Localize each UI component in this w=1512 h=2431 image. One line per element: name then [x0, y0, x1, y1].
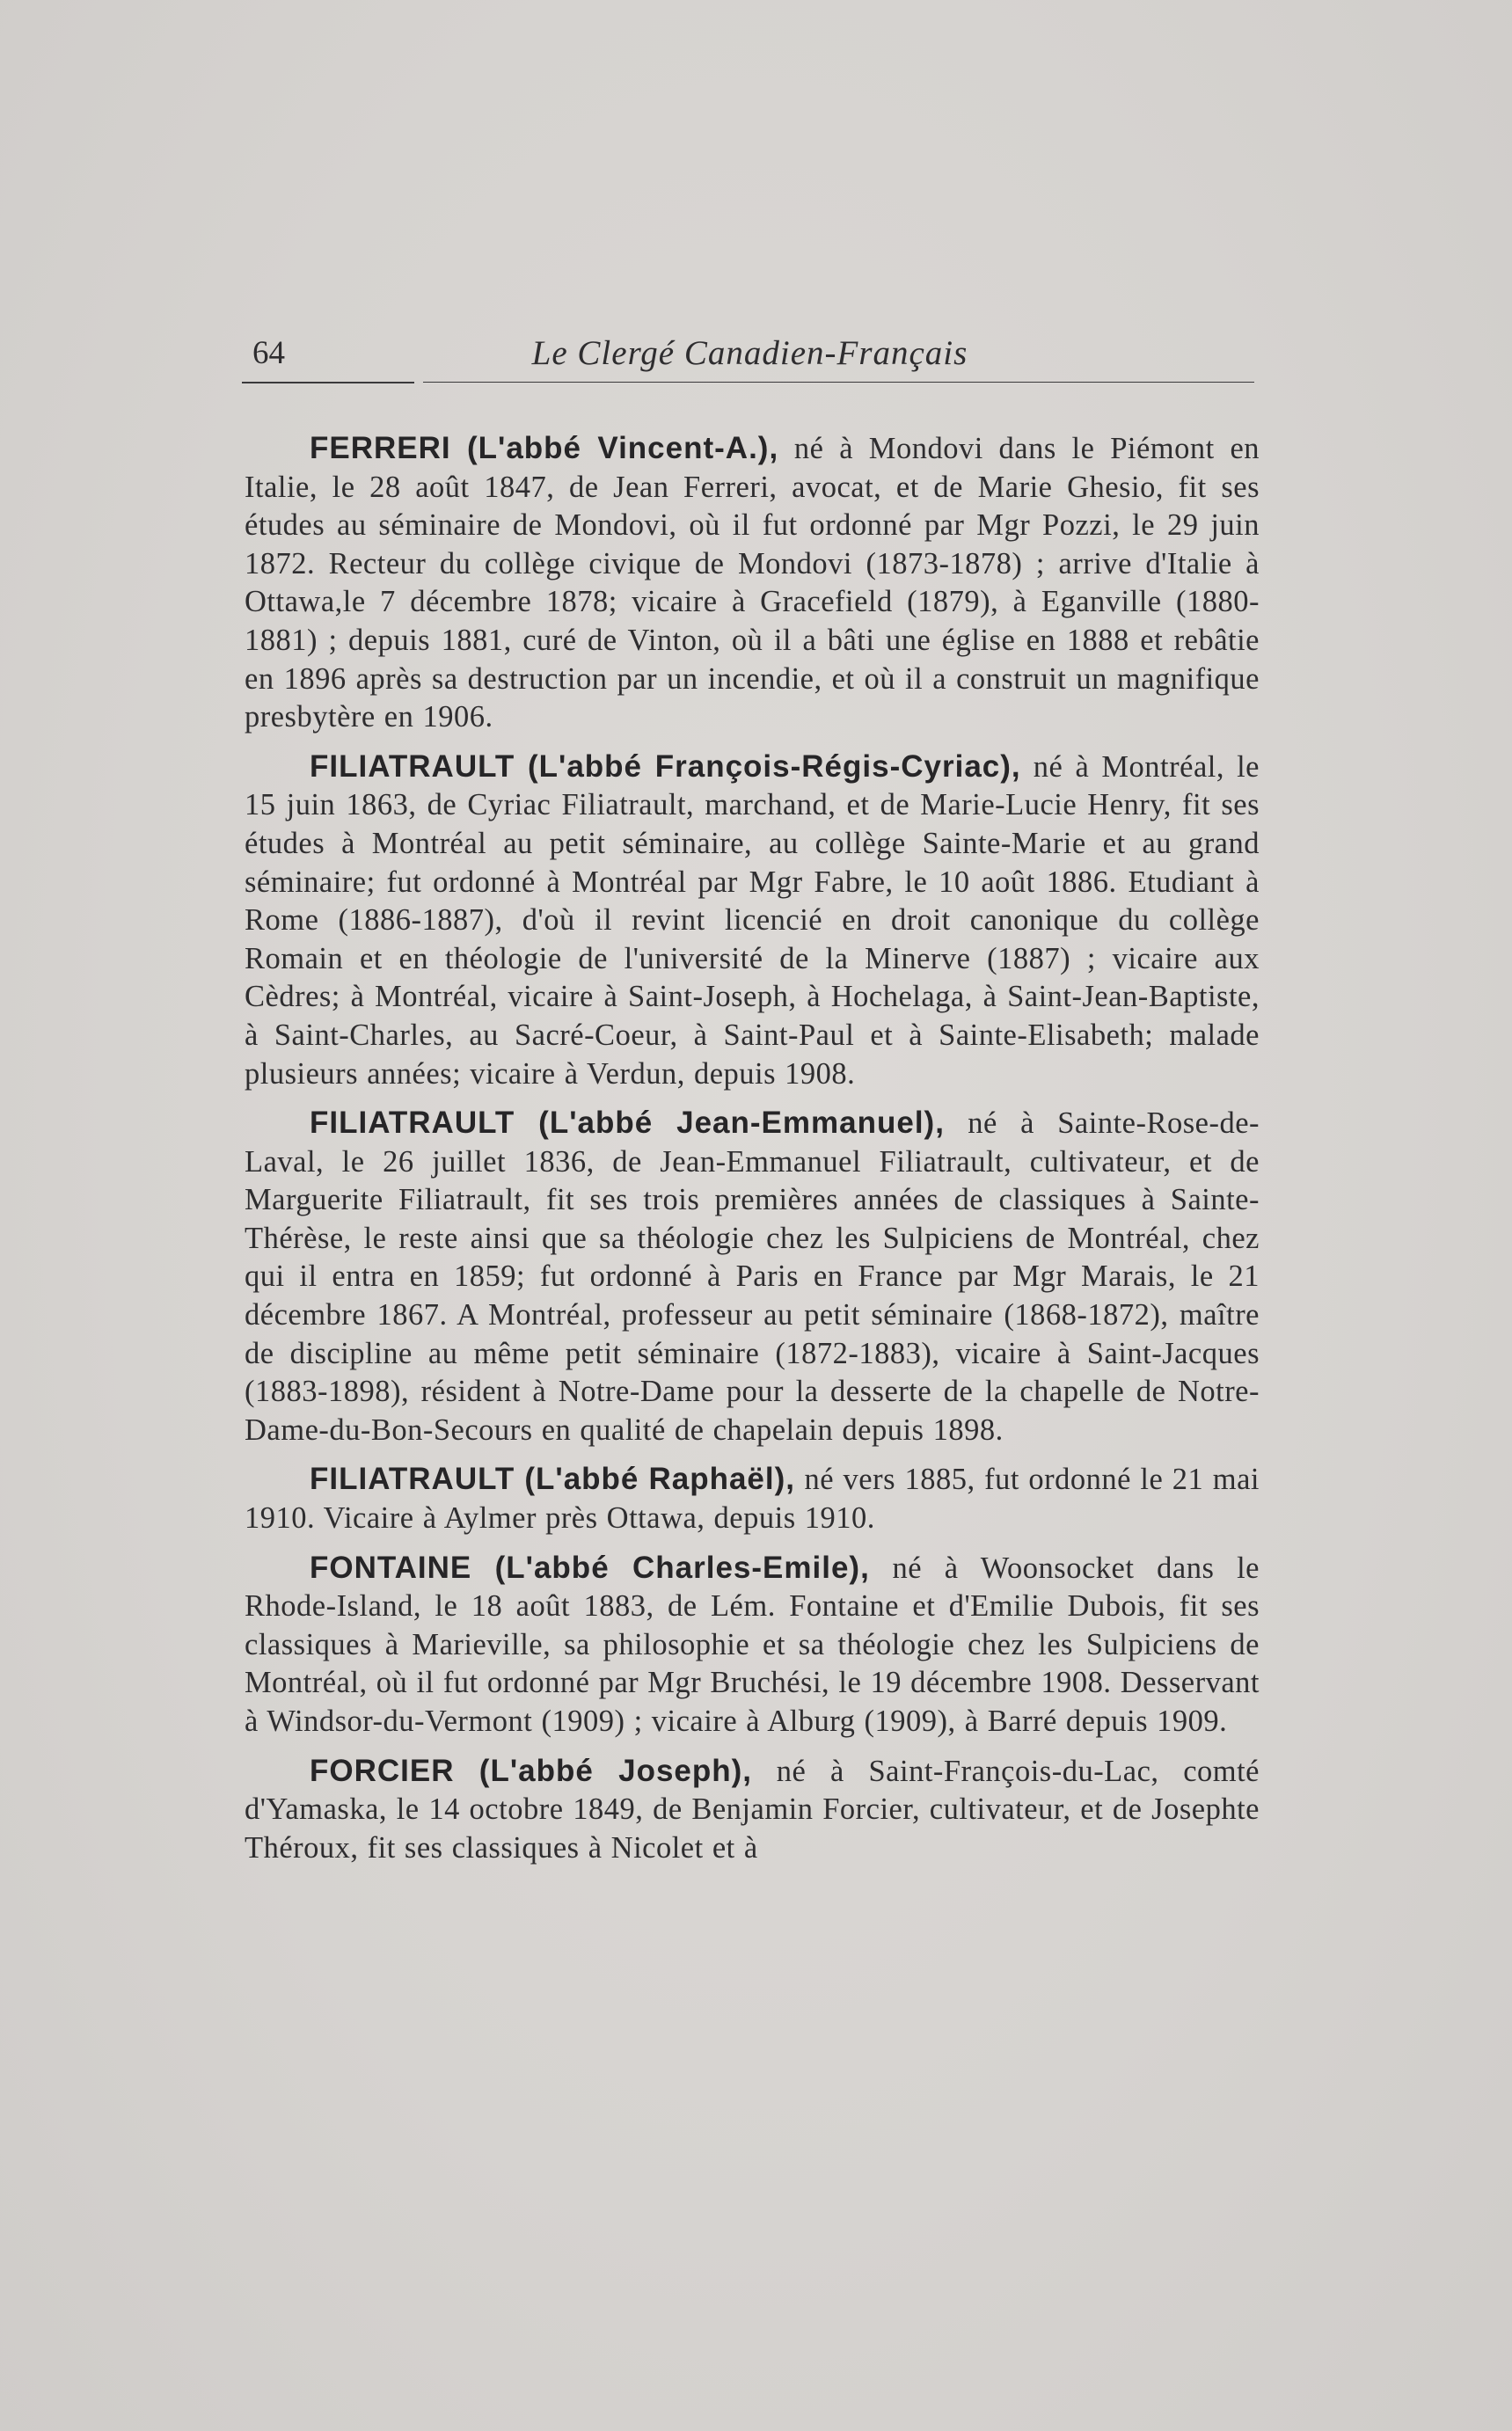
- entry-text: né à Mondovi dans le Piémont en Italie, le 28 août 1847, de Jean Ferreri, avocat, et de Marie Ghesio, fit ses études au séminaire de Mondovi, où il fut ordonné par Mgr Pozzi, le 29 juin 1872. Recteur du collège civique de Mondovi (1873-1878) ; arrive d'Italie à Ottawa,le 7 décembre 1878; vicaire à Gracefield (1879), à Eganville (1880-1881) ; depuis 1881, curé de Vinton, où il a bâti une église en 1888 et rebâtie en 1896 après sa destruction par un incendie, et où il a construit un magnifique presbytère en 1906.: [245, 432, 1260, 734]
- header-rule-left: [242, 382, 414, 383]
- entry-ferreri: [245, 429, 1260, 737]
- running-title: Le Clergé Canadien-Français: [531, 334, 968, 372]
- entry-fontaine: [245, 1549, 1260, 1741]
- entry-text: né à Montréal, le 15 juin 1863, de Cyriac Filiatrault, marchand, et de Marie-Lucie Henry, fit ses études à Montréal au petit séminaire, au collège Sainte-Marie et au grand séminaire; fut ordonné à Montréal par Mgr Fabre, le 10 août 1886. Etudiant à Rome (1886-1887), d'où il revint licencié en droit canonique du collège Romain et en théologie de l'université de la Minerve (1887) ; vicaire aux Cèdres; à Montréal, vicaire à Saint-Joseph, à Hochelaga, à Saint-Jean-Baptiste, à Saint-Charles, au Sacré-Coeur, à Saint-Paul et à Sainte-Elisabeth; malade plusieurs années; vicaire à Verdun, depuis 1908.: [245, 749, 1260, 1091]
- page-content: [245, 429, 1260, 1878]
- entry-text: né à Woonsocket dans le Rhode-Island, le 18 août 1883, de Lém. Fontaine et d'Emilie Dubois, fit ses classiques à Marieville, sa philosophie et sa théologie chez les Sulpiciens de Montréal, où il fut ordonné par Mgr Bruchési, le 19 décembre 1908. Desservant à Windsor-du-Vermont (1909) ; vicaire à Alburg (1909), à Barré depuis 1909.: [245, 1551, 1260, 1738]
- entry-text: né à Sainte-Rose-de-Laval, le 26 juillet 1836, de Jean-Emmanuel Filiatrault, cultivateur, et de Marguerite Filiatrault, fit ses trois premières années de classiques à Sainte-Thérèse, le reste ainsi que sa théologie chez les Sulpiciens de Montréal, chez qui il entra en 1859; fut ordonné à Paris en France par Mgr Marais, le 21 décembre 1867. A Montréal, professeur au petit séminaire (1868-1872), maître de discipline au même petit séminaire (1872-1883), vicaire à Saint-Jacques (1883-1898), résident à Notre-Dame pour la desserte de la chapelle de Notre-Dame-du-Bon-Secours en qualité de chapelain depuis 1898.: [245, 1106, 1260, 1447]
- page-number: 64: [252, 335, 285, 371]
- entry-name: FORCIER (L'abbé Joseph),: [310, 1753, 753, 1788]
- page-header: [242, 331, 1258, 383]
- entry-filiatrault-raphael: [245, 1460, 1260, 1537]
- entry-name: FILIATRAULT (L'abbé Raphaël),: [310, 1462, 795, 1497]
- entry-name: FILIATRAULT (L'abbé Jean-Emmanuel),: [310, 1106, 945, 1141]
- entry-name: FERRERI (L'abbé Vincent-A.),: [310, 431, 779, 465]
- entry-filiatrault-jean: [245, 1104, 1260, 1449]
- entry-name: FILIATRAULT (L'abbé François-Régis-Cyriac),: [310, 748, 1021, 784]
- header-rule-right: [423, 382, 1254, 383]
- entry-text: né à Saint-François-du-Lac, comté d'Yamaska, le 14 octobre 1849, de Benjamin Forcier, cultivateur, et de Josephte Théroux, fit ses classiques à Nicolet et à: [245, 1754, 1260, 1865]
- entry-forcier: [245, 1752, 1260, 1868]
- entry-text: né vers 1885, fut ordonné le 21 mai 1910. Vicaire à Aylmer près Ottawa, depuis 1910.: [245, 1463, 1260, 1536]
- entry-filiatrault-francois: [245, 748, 1260, 1093]
- entry-name: FONTAINE (L'abbé Charles-Emile),: [310, 1550, 870, 1585]
